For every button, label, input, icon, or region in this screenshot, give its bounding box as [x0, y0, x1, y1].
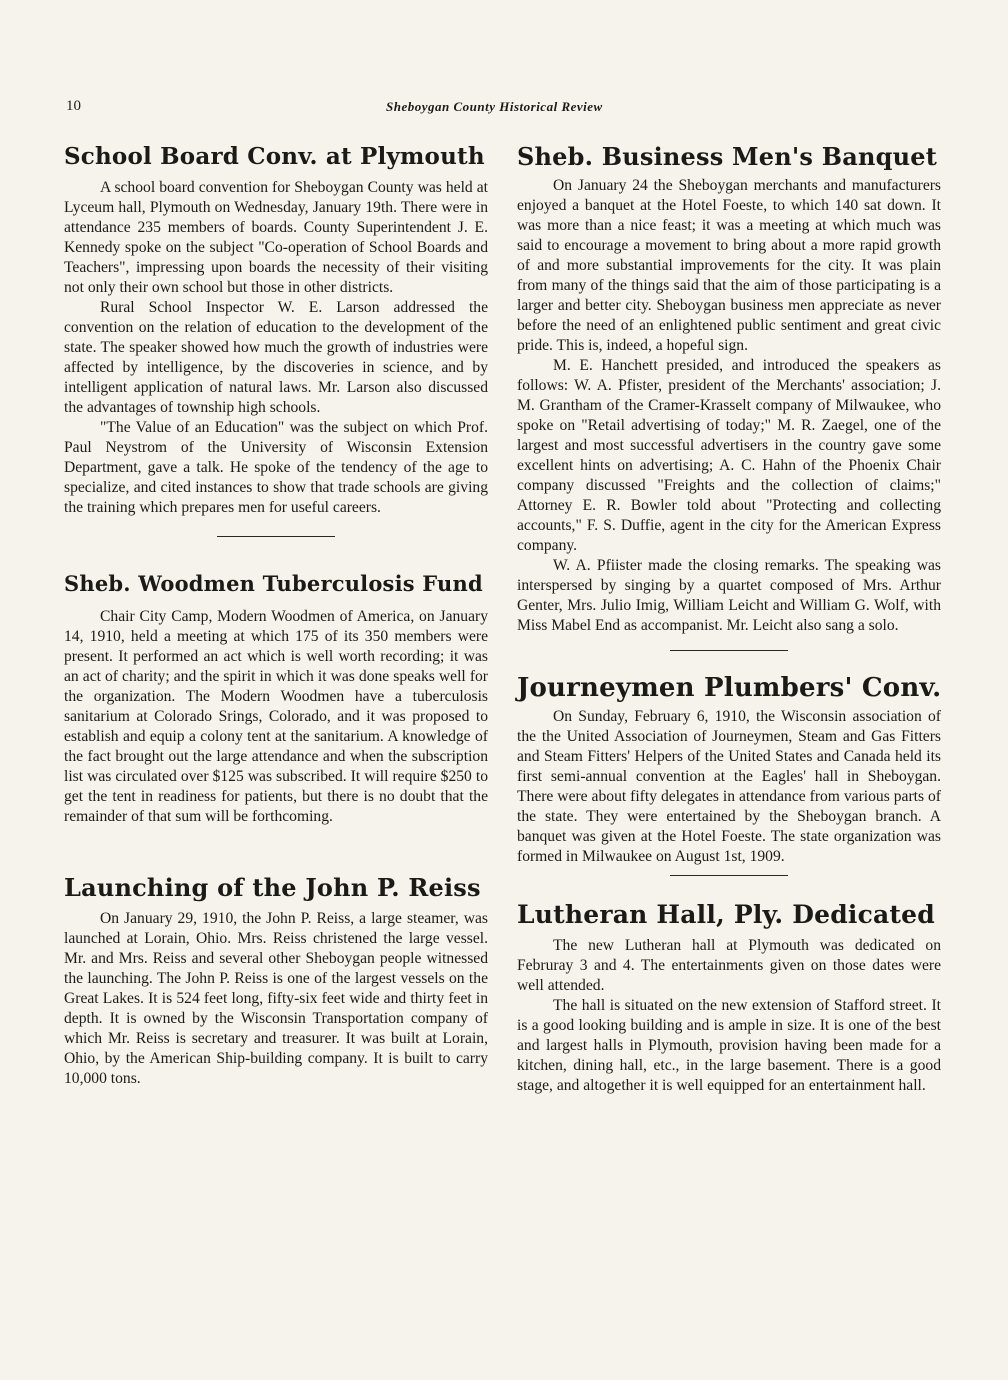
- paragraph: On January 29, 1910, the John P. Reiss, a large steamer, was launched at Lorain, Ohio. Mrs. Reiss christened the large vessel. Mr. and Mrs. Reiss and several other Sheboygan people witnessed the launching. The John P. Reiss is one of the largest vessels on the Great Lakes. It is 524 feet long, fifty-six feet wide and thirty feet in depth. It is owned by the Wisconsin Transportation company of which Mr. Reiss is secretary and treasurer. It was built at Lorain, Ohio, by the American Ship-building company. It is built to carry 10,000 tons.: [64, 910, 488, 1087]
- paragraph: W. A. Pfiister made the closing remarks. The speaking was interspersed by singing by a quartet composed of Mrs. Arthur Genter, Mrs. Julio Imig, William Leicht and William G. Wolf, with Miss Mabel End as accompanist. Mr. Leicht also sang a solo.: [517, 557, 941, 634]
- paragraph: The hall is situated on the new extension of Stafford street. It is a good looking building and is ample in size. It is one of the best and largest halls in Plymouth, provision having been made for a kitchen, dining hall, etc., in the large basement. There is a good stage, and altogether it is well equipped for an entertainment hall.: [517, 997, 941, 1094]
- paragraph: Chair City Camp, Modern Woodmen of America, on January 14, 1910, held a meeting at which 175 of its 350 members were present. It performed an act which is well worth recording; it was an act of charity; and the spirit in which it was done speaks well for the organization. The Modern Woodmen have a tuberculosis sanitarium at Colorado Srings, Colorado, and it was proposed to establish and equip a colony tent at the sanitarium. A knowledge of the fact brought out the large attendance and when the subscription list was circulated over $125 was subscribed. It will require $250 to get the tent in readiness for patients, but there is no doubt that the remainder of that sum will be forthcoming.: [64, 608, 488, 825]
- article-reiss: [64, 871, 488, 1089]
- article-title: Sheb. Woodmen Tuberculosis Fund: [64, 571, 483, 596]
- article-title: Sheb. Business Men's Banquet: [517, 142, 937, 171]
- left-column: [64, 140, 488, 1089]
- section-divider: [670, 875, 788, 876]
- right-column: [517, 140, 941, 1096]
- paragraph: Rural School Inspector W. E. Larson addressed the convention on the relation of education to the development of the state. The speaker showed how much the growth of industries were affected by intelligence, by the discoveries in science, and by intelligent application of natural laws. Mr. Larson also discussed the advantages of township high schools.: [64, 299, 488, 416]
- paragraph: A school board convention for Sheboygan County was held at Lyceum hall, Plymouth on Wednesday, January 19th. There were in attendance 235 members of boards. County Superintendent J. E. Kennedy spoke on the subject "Co-operation of School Boards and Teachers", impressing upon boards the necessity of their visiting not only their own school but those in other districts.: [64, 179, 488, 296]
- article-lutheran: [517, 898, 941, 1096]
- article-title: Journeymen Plumbers' Conv.: [517, 673, 942, 703]
- paragraph: M. E. Hanchett presided, and introduced the speakers as follows: W. A. Pfister, president of the Merchants' association; J. M. Grantham of the Cramer-Krasselt company of Milwaukee, who spoke on "Retail advertising of today;" M. R. Zaegel, one of the largest and most successful advertisers in the country gave some excellent hints on advertising; A. C. Hahn of the Phoenix Chair company discussed "Freights and the collection of claims;" Attorney E. R. Bowler told about "Protecting and collecting accounts," F. S. Duffie, agent in the city for the American Express company.: [517, 357, 941, 554]
- article-woodmen: [64, 567, 488, 827]
- paragraph: "The Value of an Education" was the subject on which Prof. Paul Neystrom of the University of Wisconsin Extension Department, gave a talk. He spoke of the tendency of the age to specialize, and cited instances to show that trade schools are giving the training which prepares men for useful careers.: [64, 419, 488, 516]
- article-title: Launching of the John P. Reiss: [64, 873, 481, 902]
- section-divider: [217, 536, 335, 537]
- article-title: School Board Conv. at Plymouth: [64, 143, 485, 170]
- article-banquet: [517, 140, 941, 651]
- article-school-board: [64, 140, 488, 537]
- paragraph: The new Lutheran hall at Plymouth was dedicated on Februray 3 and 4. The entertainments given on those dates were well attended.: [517, 937, 941, 994]
- paragraph: On Sunday, February 6, 1910, the Wisconsin association of the the United Association of Journeymen, Steam and Gas Fitters and Steam Fitters' Helpers of the United States and Canada held its first semi-annual convention at the Eagles' hall in Sheboygan. There were about fifty delegates in attendance from various parts of the state. They were entertained by the Sheboygan branch. A banquet was given at the Hotel Foeste. The state organization was formed in Milwaukee on August 1st, 1909.: [517, 708, 941, 865]
- paragraph: On January 24 the Sheboygan merchants and manufacturers enjoyed a banquet at the Hotel Foeste, to which 140 sat down. It was more than a nice feast; it was a meeting at which much was said to encourage a movement to bring about a more rapid growth of and more substantial improvements for the city. It was plain from many of the things said that the aim of those participating is a larger and better city. Sheboygan business men appreciate as never before the need of an enlightened public sentiment and great civic pride. This is, indeed, a hopeful sign.: [517, 177, 941, 354]
- running-title: Sheboygan County Historical Review: [386, 99, 603, 114]
- section-divider: [670, 650, 788, 651]
- article-plumbers: [517, 671, 941, 876]
- page-header: [0, 98, 1008, 120]
- page-number: 10: [66, 98, 81, 114]
- article-title: Lutheran Hall, Ply. Dedicated: [517, 900, 935, 929]
